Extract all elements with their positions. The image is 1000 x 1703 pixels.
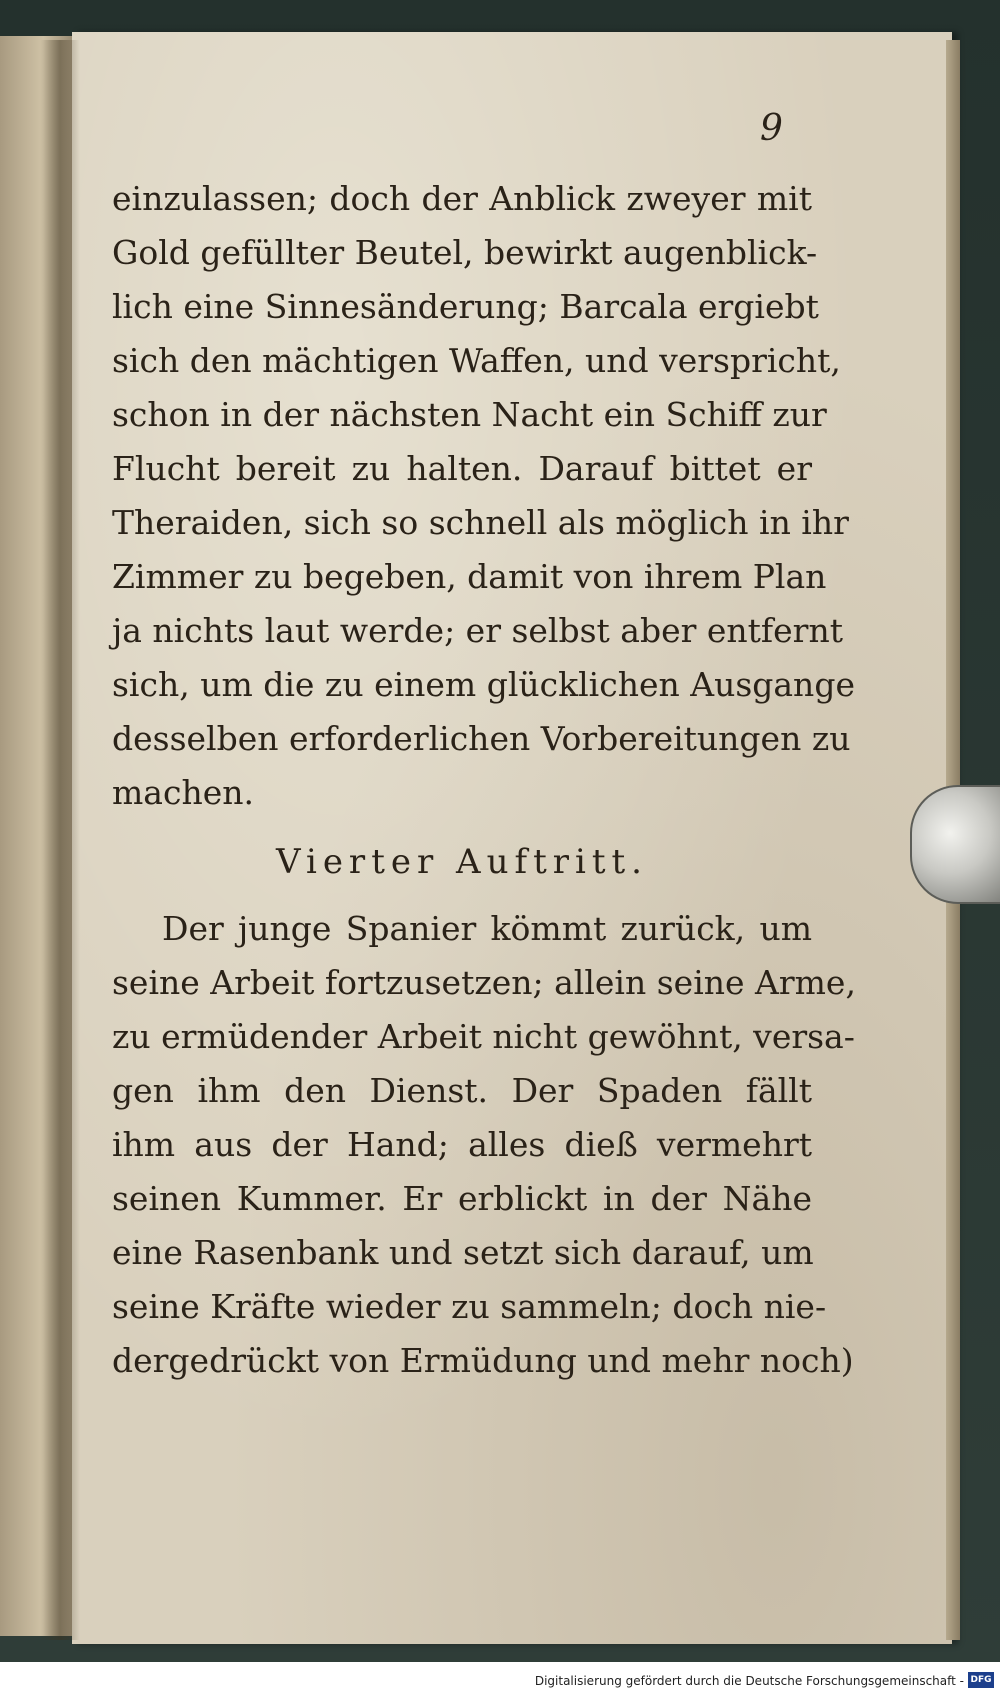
text-line: dergedrückt von Ermüdung und mehr noch) bbox=[112, 1341, 854, 1380]
page-text bbox=[112, 172, 856, 1388]
text-line: eine Rasenbank und setzt sich darauf, um bbox=[112, 1233, 814, 1272]
text-line: seinen Kummer. Er erblickt in der Nähe bbox=[112, 1179, 812, 1218]
text-line: Gold gefüllter Beutel, bewirkt augenblick- bbox=[112, 233, 818, 272]
text-line: sich, um die zu einem glücklichen Ausgange bbox=[112, 665, 855, 704]
paragraph-after-heading bbox=[112, 902, 856, 1388]
paragraph-before-heading bbox=[112, 172, 855, 820]
text-line: schon in der nächsten Nacht ein Schiff zur bbox=[112, 395, 827, 434]
text-line: ja nichts laut werde; er selbst aber entfernt bbox=[112, 611, 843, 650]
text-line: seine Kräfte wieder zu sammeln; doch nie- bbox=[112, 1287, 827, 1326]
text-line: zu ermüdender Arbeit nicht gewöhnt, versa- bbox=[112, 1017, 855, 1056]
funding-notice: Digitalisierung gefördert durch die Deutsche Forschungsgemeinschaft - bbox=[534, 1674, 964, 1688]
text-line: lich eine Sinnesänderung; Barcala ergiebt bbox=[112, 287, 819, 326]
text-line: sich den mächtigen Waffen, und verspricht, bbox=[112, 341, 841, 380]
digitization-footer bbox=[0, 1662, 1000, 1703]
text-line: gen ihm den Dienst. Der Spaden fällt bbox=[112, 1071, 812, 1110]
text-line: Der junge Spanier kömmt zurück, um bbox=[162, 909, 812, 948]
text-line: desselben erforderlichen Vorbereitungen zu bbox=[112, 719, 851, 758]
text-line: seine Arbeit fortzusetzen; allein seine Arme, bbox=[112, 963, 856, 1002]
page-number: 9 bbox=[760, 108, 783, 149]
text-line: machen. bbox=[112, 773, 254, 812]
text-line: Theraiden, sich so schnell als möglich in ihr bbox=[112, 503, 849, 542]
page-clip-icon bbox=[910, 785, 1000, 904]
book-gutter bbox=[40, 40, 80, 1640]
section-heading: Vierter Auftritt. bbox=[275, 842, 648, 882]
text-line: einzulassen; doch der Anblick zweyer mit bbox=[112, 179, 812, 218]
dfg-logo-icon: DFG bbox=[968, 1672, 994, 1688]
text-line: ihm aus der Hand; alles dieß vermehrt bbox=[112, 1125, 812, 1164]
text-line: Zimmer zu begeben, damit von ihrem Plan bbox=[112, 557, 827, 596]
text-line: Flucht bereit zu halten. Darauf bittet er bbox=[112, 449, 812, 488]
